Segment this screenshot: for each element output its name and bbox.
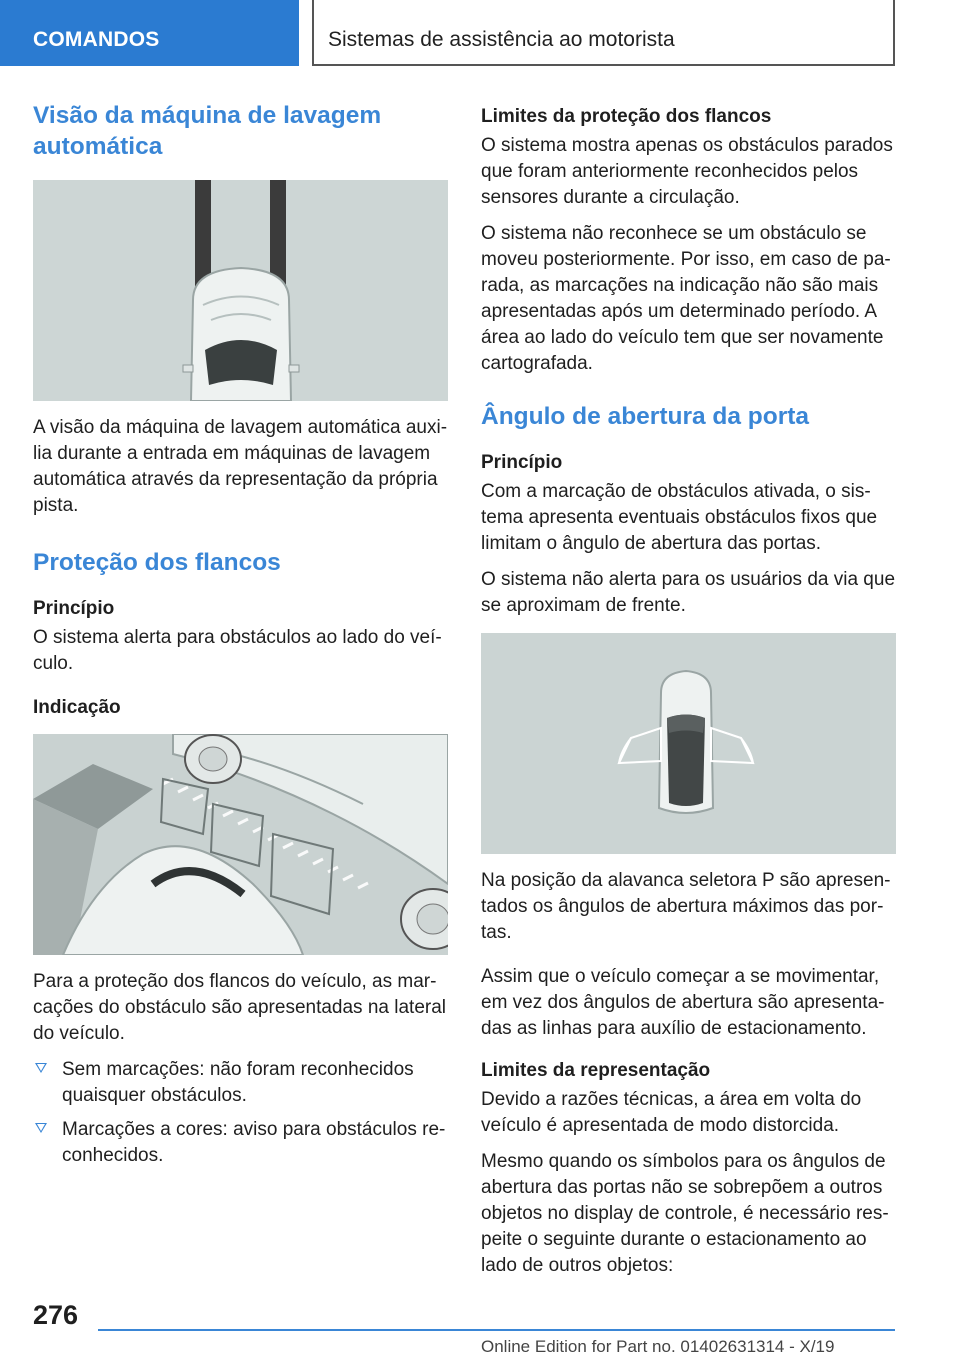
limits-paragraph-2: O sistema não reconhece se um obstáculo se moveu posteriormente. Por isso, em caso de parada, as marcações na indicação não são mais apresentadas após um determinado período. A área ao lado do veículo tem que ser novamente cartografada. — [481, 223, 891, 374]
display-description: Para a proteção dos flancos do veículo, as marcações do obstáculo são apresentadas na lateral do veículo. — [33, 971, 446, 1044]
car-wash-illustration — [33, 180, 448, 401]
list-item: Sem marcações: não foram reconhecidos quaisquer obstáculos. — [33, 1057, 448, 1109]
subheading-representation-limits: Limites da representação — [481, 1060, 711, 1081]
door-paragraph-2: O sistema não alerta para os usuários da via que se aproximam de frente. — [481, 569, 896, 616]
limits-paragraph-1: O sistema mostra apenas os obstáculos parados que foram anteriormente reconhecidos pelos sensores durante a circulação. — [481, 135, 893, 208]
representation-paragraph-1: Devido a razões técnicas, a área em volta do veículo é apresentada de modo distorcida. — [481, 1089, 862, 1136]
list-item: Marcações a cores: aviso para obstáculos reconhecidos. — [33, 1117, 448, 1169]
subheading-flank-limits: Limites da proteção dos flancos — [481, 106, 772, 127]
right-column — [481, 100, 896, 1289]
page-number: 276 — [33, 1300, 79, 1330]
heading-flank-protection: Proteção dos flancos — [33, 549, 281, 576]
subheading-display: Indicação — [33, 697, 121, 718]
door-paragraph-4: Assim que o veículo começar a se movimentar, em vez dos ângulos de abertura são apresentadas as linhas para auxílio de estacionamento. — [481, 966, 885, 1039]
heading-door-angle: Ângulo de abertura da porta — [481, 403, 810, 430]
door-paragraph-1: Com a marcação de obstáculos ativada, o sistema apresenta eventuais obstáculos fixos que limitam o ângulo de abertura das portas. — [481, 481, 878, 554]
marking-list — [33, 1057, 448, 1169]
edition-footer: Online Edition for Part no. 01402631314 - X/19 — [481, 1337, 835, 1356]
bullet-triangle-icon — [35, 1063, 47, 1073]
door-paragraph-3: Na posição da alavanca seletora P são apresentados os ângulos de abertura máximos das portas. — [481, 870, 891, 943]
subheading-principle: Princípio — [33, 598, 115, 619]
heading-car-wash-view: Visão da máquina de lavagem automática — [33, 102, 382, 160]
door-angle-illustration — [481, 633, 896, 854]
left-column — [33, 100, 448, 1177]
car-wash-description: A visão da máquina de lavagem automática auxilia durante a entrada em máquinas de lavagem automática através da representação da própria pista. — [33, 417, 448, 516]
section-title: Sistemas de assistência ao motorista — [312, 0, 895, 66]
representation-paragraph-2: Mesmo quando os símbolos para os ângulos de abertura das portas não se sobrepõem a outros objetos no display de controle, é necessário respeite o seguinte durante o estacionamento ao lado de outros objetos: — [481, 1151, 889, 1276]
bullet-triangle-icon — [35, 1123, 47, 1133]
flank-protection-illustration — [33, 734, 448, 955]
principle-description: O sistema alerta para obstáculos ao lado do veículo. — [33, 627, 442, 674]
subheading-principle: Princípio — [481, 452, 563, 473]
footer-divider — [98, 1329, 895, 1331]
chapter-tab: COMANDOS — [0, 0, 299, 66]
